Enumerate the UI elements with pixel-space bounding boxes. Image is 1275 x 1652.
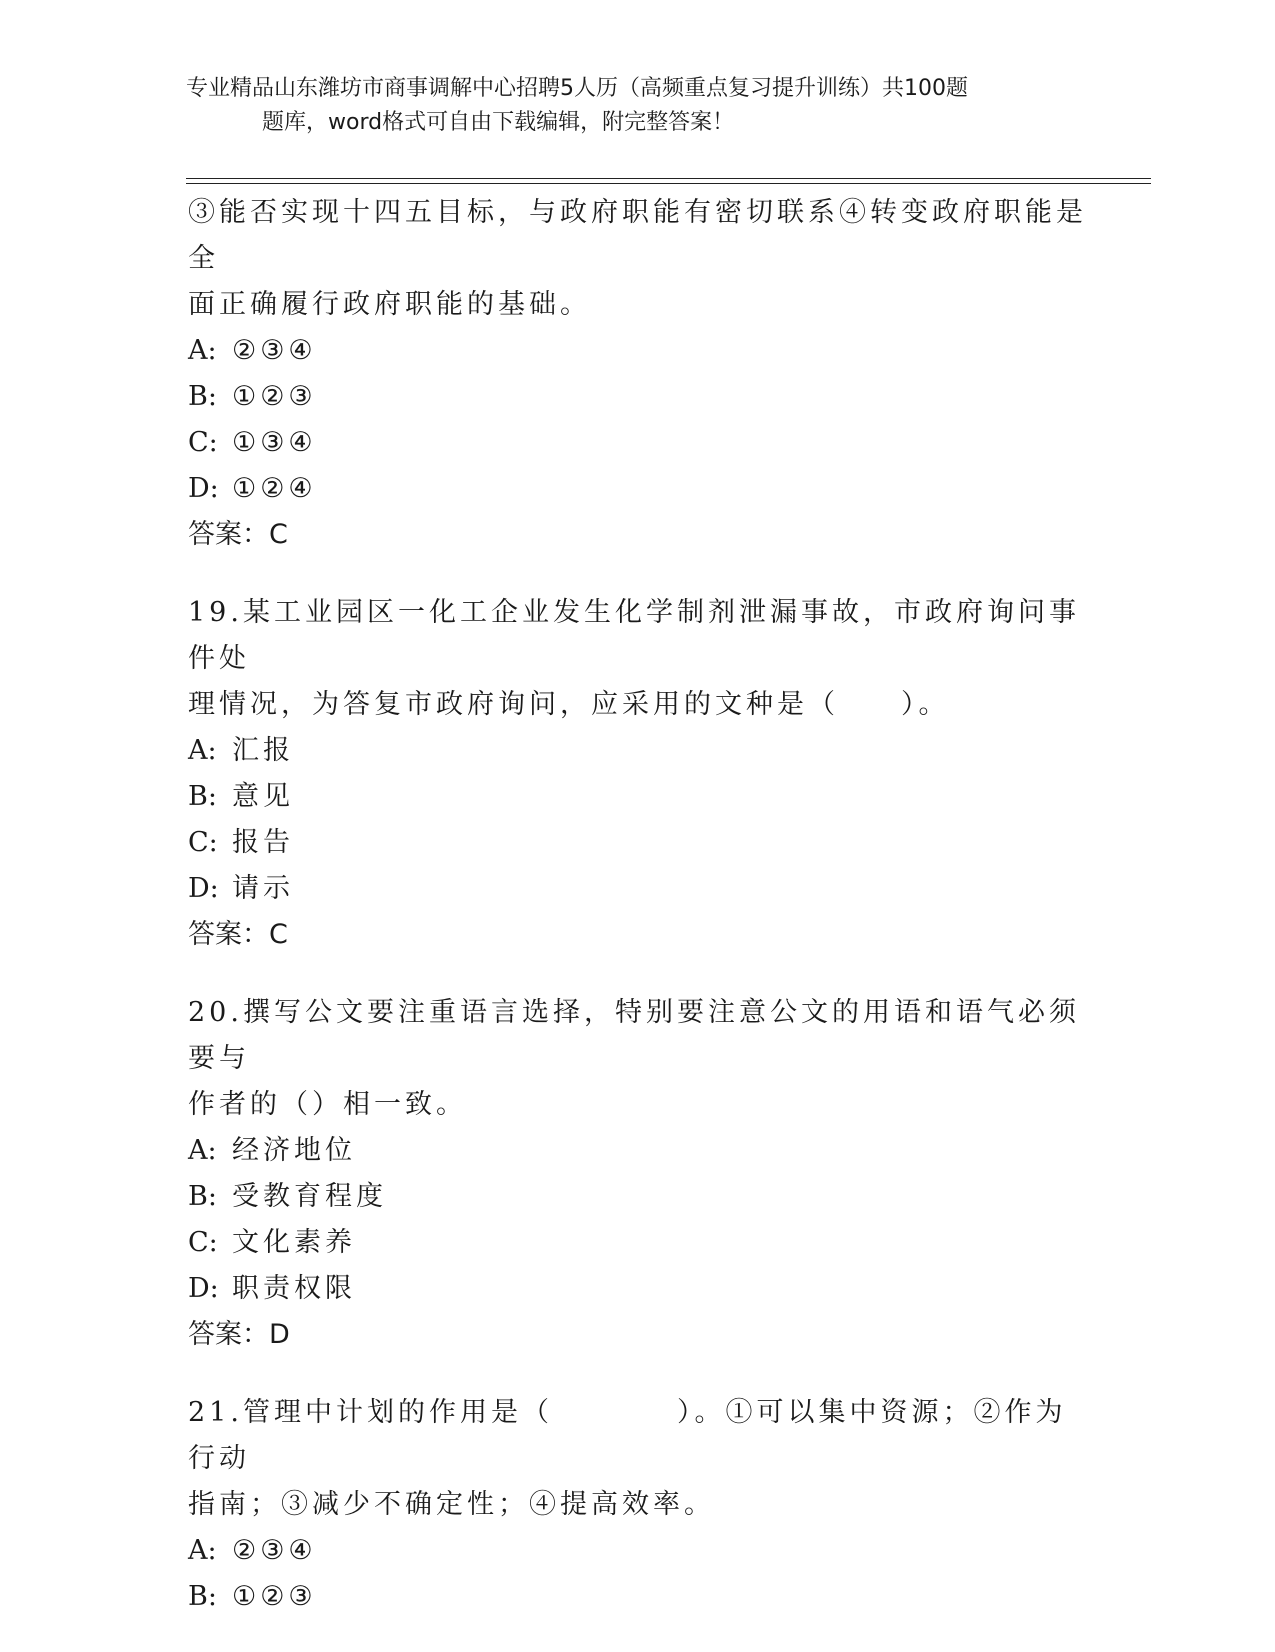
option-b xyxy=(188,1574,1088,1620)
question-stem-line: 作者的（）相一致。 xyxy=(188,1089,467,1120)
question-stem-line: 20.撰写公文要注重语言选择，特别要注意公文的用语和语气必须要与 xyxy=(188,997,1080,1074)
option-key: C: xyxy=(188,427,218,458)
option-text: ①②③ xyxy=(232,381,317,412)
option-d xyxy=(188,866,1088,912)
option-text: ①②④ xyxy=(232,473,317,504)
header-divider-bottom xyxy=(186,183,1151,184)
option-key: D: xyxy=(188,873,219,904)
option-text: 报告 xyxy=(232,827,294,858)
option-text: 意见 xyxy=(232,781,294,812)
option-text: 受教育程度 xyxy=(232,1181,387,1212)
option-key: A: xyxy=(188,1535,217,1566)
option-text: ②③④ xyxy=(232,1535,317,1566)
option-text: ①②③ xyxy=(232,1581,317,1612)
option-text: 汇报 xyxy=(232,735,294,766)
option-b xyxy=(188,1174,1088,1220)
answer-line: 答案：C xyxy=(188,919,288,950)
option-a xyxy=(188,328,1088,374)
option-c xyxy=(188,420,1088,466)
question-stem-line: 21.管理中计划的作用是（ ）。①可以集中资源；②作为行动 xyxy=(188,1397,1067,1474)
header-title-line-1: 专业精品山东潍坊市商事调解中心招聘5人历（高频重点复习提升训练）共100题 xyxy=(186,76,968,101)
option-key: A: xyxy=(188,335,217,366)
option-text: 请示 xyxy=(232,873,294,904)
header-divider-top xyxy=(186,178,1151,179)
question-stem-line: 指南；③减少不确定性；④提高效率。 xyxy=(188,1489,715,1520)
option-a xyxy=(188,1528,1088,1574)
question-stem-line: 面正确履行政府职能的基础。 xyxy=(188,289,591,320)
option-text: 经济地位 xyxy=(232,1135,356,1166)
option-key: B: xyxy=(188,381,217,412)
option-key: C: xyxy=(188,827,218,858)
option-text: ②③④ xyxy=(232,335,317,366)
option-c xyxy=(188,820,1088,866)
option-text: ①③④ xyxy=(232,427,317,458)
option-key: D: xyxy=(188,1273,219,1304)
option-key: A: xyxy=(188,735,217,766)
question-block xyxy=(188,190,1088,558)
document-header xyxy=(186,72,1086,140)
option-a xyxy=(188,1128,1088,1174)
option-b xyxy=(188,374,1088,420)
answer-line: 答案：D xyxy=(188,1319,290,1350)
option-key: A: xyxy=(188,1135,217,1166)
question-stem-line: 19.某工业园区一化工企业发生化学制剂泄漏事故，市政府询问事件处 xyxy=(188,597,1080,674)
question-block xyxy=(188,590,1088,958)
question-stem-line: 理情况，为答复市政府询问，应采用的文种是（ ）。 xyxy=(188,689,950,720)
option-text: 职责权限 xyxy=(232,1273,356,1304)
option-d xyxy=(188,1266,1088,1312)
option-text: 文化素养 xyxy=(232,1227,356,1258)
option-key: D: xyxy=(188,473,219,504)
option-a xyxy=(188,728,1088,774)
option-c xyxy=(188,1220,1088,1266)
option-key: B: xyxy=(188,781,217,812)
question-block xyxy=(188,1390,1088,1620)
question-stem-line: ③能否实现十四五目标，与政府职能有密切联系④转变政府职能是全 xyxy=(188,197,1087,274)
option-key: B: xyxy=(188,1181,217,1212)
header-title-line-2: 题库，word格式可自由下载编辑，附完整答案！ xyxy=(262,110,735,135)
answer-line: 答案：C xyxy=(188,519,288,550)
option-d xyxy=(188,466,1088,512)
option-b xyxy=(188,774,1088,820)
option-key: B: xyxy=(188,1581,217,1612)
question-list xyxy=(188,190,1088,1652)
option-key: C: xyxy=(188,1227,218,1258)
question-block xyxy=(188,990,1088,1358)
